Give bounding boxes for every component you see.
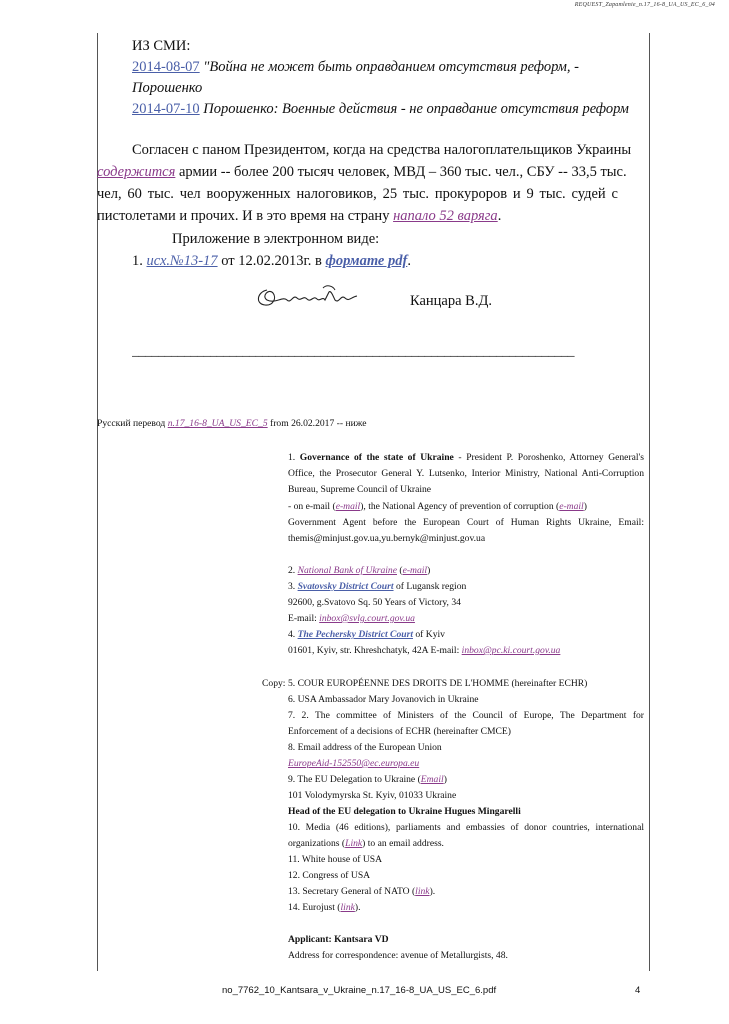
copy-label: Copy: [262, 678, 286, 689]
smi-item-2-date-link[interactable]: 2014-07-10 [132, 101, 200, 117]
copy-13: 13. Secretary General of NATO (link). [288, 886, 436, 897]
recipient-3: 3. Svatovsky District Court of Lugansk region [288, 581, 467, 592]
para-line-4: пистолетами и прочих. И в это время на страну напало 52 варяга. [97, 208, 502, 224]
copy-11: 11. White house of USA [288, 854, 383, 865]
smi-item-1-date-link[interactable]: 2014-08-07 [132, 59, 200, 75]
smi-item-1-cont: Порошенко [132, 80, 203, 96]
svatovsky-court-link[interactable]: Svatovsky District Court [297, 581, 394, 592]
media-link[interactable]: Link [345, 838, 363, 850]
appendix-doc-link[interactable]: исх.№13-17 [146, 253, 218, 269]
divider-rule: ____________________________________________________________________ [132, 344, 574, 359]
nato-link[interactable]: link [415, 886, 430, 897]
applicant: Applicant: Kantsara VD [288, 934, 389, 945]
copy-6: 6. USA Ambassador Mary Jovanovich in Ukraine [288, 694, 479, 705]
pechersky-court-link[interactable]: The Pechersky District Court [297, 629, 413, 640]
link-contains[interactable]: содержится [97, 164, 176, 180]
footer-page-number: 4 [635, 985, 641, 996]
recipient-4-address: 01601, Kyiv, str. Khreshchatyk, 42A E-mail: inbox@pc.ki.court.gov.ua [288, 645, 561, 656]
copy-7: 7. 2. The committee of Ministers of the Council of Europe, The Department for Enforcement of a decisions of ECHR (hereinafter CMCE) [288, 710, 644, 738]
copy-8: 8. Email address of the European Union [288, 742, 442, 753]
right-margin-line [649, 33, 650, 971]
signature-name: Канцара В.Д. [410, 293, 492, 309]
r1-email-link[interactable]: e-mail [335, 501, 361, 512]
recipient-4: 4. The Pechersky District Court of Kyiv [288, 629, 445, 640]
copy-5: 5. COUR EUROPÉENNE DES DROITS DE L'HOMME (hereinafter ECHR) [288, 678, 588, 689]
link-52-varangians[interactable]: напало 52 варяга [393, 208, 498, 224]
copy-9: 9. The EU Delegation to Ukraine (Email) [288, 774, 447, 785]
recipient-1-agent: Government Agent before the European Court of Human Rights Ukraine, Email: themis@minjust.gov.ua,yu.bernyk@minjust.gov.ua [288, 517, 644, 545]
footer-filename: no_7762_10_Kantsara_v_Ukraine_n.17_16-8_UA_US_EC_6.pdf [222, 985, 497, 996]
para-line-1: Согласен с паном Президентом, когда на средства налогоплательщиков Украины [132, 142, 632, 158]
correspondence-address: Address for correspondence: avenue of Metallurgists, 48. [288, 950, 508, 961]
copy-8-email [288, 756, 644, 772]
smi-item-2: 2014-07-10 Порошенко: Военные действия - не оправдание отсутствия реформ [132, 101, 629, 117]
copy-9-head: Head of the EU delegation to Ukraine Hugues Mingarelli [288, 806, 521, 817]
recipient-1: 1. Governance of the state of Ukraine - President P. Poroshenko, Attorney General's Office, the Prosecutor General Y. Lutsenko, Interior Ministry, National Anti-Corruption Bureau, Supreme Council of Ukraine [288, 452, 645, 496]
recipient-2: 2. National Bank of Ukraine (e-mail) [288, 565, 431, 576]
handwritten-signature [253, 278, 363, 312]
eu-delegation-email-link[interactable]: Email [420, 774, 444, 785]
svatovsky-email-link[interactable]: inbox@svlg.court.gov.ua [319, 613, 415, 624]
document-header-ref: REQUEST_Zapamlenie_n.17_16-8_UA_US_EC_6_04 [574, 2, 715, 8]
recipient-3-email: E-mail: inbox@svlg.court.gov.ua [288, 613, 415, 624]
translation-note: Русский перевод n.17_16-8_UA_US_EC_5 from 26.02.2017 -- ниже [97, 418, 367, 429]
r1-email-link-2[interactable]: e-mail [559, 501, 584, 512]
copy-14: 14. Eurojust (link). [288, 902, 361, 913]
appendix-pdf-link[interactable]: формате pdf [325, 253, 408, 269]
eurojust-link[interactable]: link [340, 902, 355, 913]
europeaid-email-link[interactable]: EuropeAid-152550@ec.europa.eu [288, 758, 420, 769]
recipient-3-address: 92600, g.Svatovo Sq. 50 Years of Victory, 34 [288, 597, 461, 608]
copy-10: 10. Media (46 editions), parliaments and embassies of donor countries, international organizations (Link) to an email address. [288, 822, 644, 850]
national-bank-link[interactable]: National Bank of Ukraine [297, 565, 397, 576]
smi-label: ИЗ СМИ: [132, 38, 191, 54]
copy-12: 12. Congress of USA [288, 870, 371, 881]
appendix-item: 1. исх.№13-17 от 12.02.2013г. в формате pdf. [132, 253, 411, 269]
para-line-3: чел, 60 тыс. чел вооруженных налоговиков, 25 тыс. прокуроров и 9 тыс. судей с [97, 186, 618, 202]
national-bank-email-link[interactable]: e-mail [402, 565, 428, 576]
appendix-title: Приложение в электронном виде: [172, 231, 380, 247]
copy-9-address: 101 Volodymyrska St. Kyiv, 01033 Ukraine [288, 790, 457, 801]
pechersky-email-link[interactable]: inbox@pc.ki.court.gov.ua [461, 645, 561, 656]
para-line-2: содержится армии -- более 200 тысяч человек, МВД – 360 тыс. чел., СБУ -- 33,5 тыс. [97, 164, 627, 180]
recipient-1-email: - on e-mail (e-mail), the National Agency of prevention of corruption (e-mail) [288, 501, 587, 512]
translation-link[interactable]: n.17_16-8_UA_US_EC_5 [167, 418, 268, 429]
smi-item-1: 2014-08-07 "Война не может быть оправданием отсутствия реформ, - [132, 59, 579, 75]
